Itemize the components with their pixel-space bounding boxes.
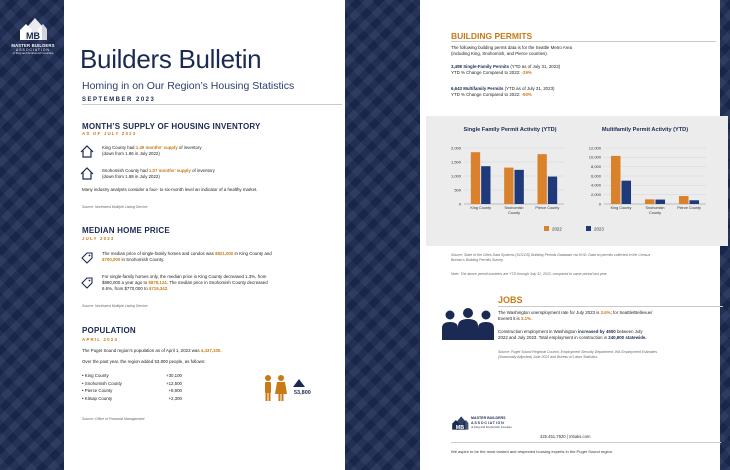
x-tick-label: Pierce County [535,206,560,210]
mbaks-logo [10,16,56,56]
page-subtitle: Homing in on Our Region’s Housing Statistics [82,80,295,92]
left-decorative-band [0,0,64,470]
x-tick-label: King County [610,206,632,210]
x-tick-label: King County [470,206,492,210]
svg-text:MB: MB [455,425,465,431]
y-tick-label: 2,000 [590,192,601,198]
bar-2022 [679,196,689,204]
legend-swatch-2023 [586,226,591,231]
bar-2023 [690,200,700,204]
y-tick-label: 6,000 [590,173,601,179]
bar-2022 [504,168,513,204]
chart-title-multifamily: Multifamily Permit Activity (YTD) [601,127,689,133]
chart-title-single-family: Single Family Permit Activity (YTD) [463,127,557,133]
median-source: Source: Northwest Multiple Listing Service [82,304,148,308]
jobs-seattle-rate: 3.1% [520,316,531,321]
issue-date: SEPTEMBER 2023 [82,97,156,103]
bar-2023 [548,177,557,204]
header-divider [82,104,342,105]
mba-houses-logo-icon [18,16,48,42]
y-tick-label: 2,000 [450,145,461,151]
y-tick-label: 10,000 [588,154,601,160]
logo-name-line3: of King and Snohomish Counties [12,51,54,55]
median-p1: The median price of single-family homes and condos was $821,000 in King County and $700,000 in Snohomish County. [102,251,272,262]
legend-swatch-2022 [544,226,549,231]
y-tick-label: 0 [458,201,461,207]
population-change-text: Over the past year, the region added 53,800 people, as follows: [82,359,206,364]
median-snohomish-value: $700,000 [102,257,121,262]
permits-sf-value: 3,498 Single-Family Permits [451,64,510,69]
workers-group-icon [440,306,496,342]
permits-note: Note: The above permit numbers are YTD through July 31, 2023, compared to same period last year. [451,272,608,276]
population-section-title: POPULATION [82,326,136,335]
supply-king-value: 1.49 months’ supply [135,145,178,150]
legend-label-2022: 2022 [552,226,562,232]
supply-section-title: MONTH’S SUPPLY OF HOUSING INVENTORY [82,122,261,131]
y-tick-label: 4,000 [590,182,601,188]
x-tick-label: County [507,211,521,215]
supply-note: Many industry analysts consider a four- to six-month level an indicator of a healthy market. [82,187,258,192]
median-p2: For single-family homes only, the median price in King County decreased 1.3%, from $890,000 a year ago to $878,124. The median price in Snohomish County decreased 6.6%, from $770,000 to $719,342. [102,274,268,291]
jobs-unemployment-text: The Washington unemployment rate for July 2023 is 3.6%; for Seattle/Bellevue/ Everett it is 3.1%. [498,310,653,321]
y-tick-label: 500 [454,187,461,193]
median-king-value: $821,000 [215,251,234,256]
bar-2023 [515,170,524,204]
svg-text:MB: MB [26,31,40,41]
bar-2022 [471,152,480,204]
list-item: • Kitsap County +2,300 [82,395,182,401]
permits-source: Source: State of the Cities Data Systems (SOCDS) Building Permits Database via HUD. Data on permits collected in the Census Bureau’s Building Permits Survey. [451,253,651,262]
jobs-increase-value: increased by 4500 [577,329,616,334]
supply-snohomish-text: Snohomish County had 1.07 months’ supply of inventory (down from 1.88 in July 2022) [102,168,215,179]
jobs-divider [498,306,723,307]
page-title: Builders Bulletin [80,44,262,74]
bar-2023 [622,181,632,204]
bar-2022 [538,154,547,204]
legend-label-2023: 2023 [594,226,604,232]
permits-divider [451,41,716,42]
footer-brand-line2: ASSOCIATION [471,420,505,425]
logo-name-line1: MASTER BUILDERS [11,43,55,48]
people-icon [260,373,290,403]
population-section-subtitle: APRIL 2023 [82,337,119,342]
logo-name-line2: ASSOCIATION [16,48,50,52]
permits-section-title: BUILDING PERMITS [451,31,533,41]
population-total-value: 4,437,100. [200,348,222,353]
center-decorative-band [345,0,420,470]
permits-mf-change: -50% [521,92,532,97]
price-tag-icon [80,251,94,265]
population-source: Source: Office of Financial Management [82,417,145,421]
left-page [64,0,345,470]
permits-single-family: 3,498 Single-Family Permits (YTD as of July 31, 2023) YTD % Change Compared to 2022: -29% [451,64,561,75]
permit-bar-charts [426,116,728,246]
footer-brand-line1: MASTER BUILDERS [471,416,506,420]
house-icon [80,167,94,180]
x-tick-label: Snohomish [504,206,524,210]
mba-houses-logo-icon [451,415,469,431]
y-tick-label: 1,500 [450,159,461,165]
median-sf-snohomish-value: $719,342 [148,286,168,291]
x-tick-label: Pierce County [677,206,701,210]
supply-king-text: King County had 1.49 months’ supply of inventory (down from 1.86 in July 2022) [102,145,202,156]
jobs-total-value: 240,900 statewide. [608,335,647,340]
population-total-text: The Puget Sound region’s population as of April 1, 2023 was 4,437,100. [82,348,222,353]
y-tick-label: 1,000 [450,173,461,179]
jobs-wa-rate: 3.6% [600,310,611,315]
y-tick-label: 0 [598,201,601,207]
supply-source: Source: Northwest Multiple Listing Service [82,205,148,209]
footer-contact: 425.451.7920 | mbaks.com [540,434,591,439]
list-item: • Pierce County +8,900 [82,388,182,393]
supply-snohomish-value: 1.07 months’ supply [148,168,191,173]
bar-2022 [611,156,621,204]
jobs-construction-text: Construction employment in Washington increased by 4500 between July 2022 and July 2023. Total employment in construction is 240,900 statewide. [498,329,647,340]
median-section-title: MEDIAN HOME PRICE [82,226,170,235]
bar-2023 [481,166,490,204]
footer-tagline: We aspire to be the most trusted and respected housing experts in the Puget Sound region. [451,449,614,454]
population-breakdown-list [82,372,182,402]
bar-2023 [656,200,666,204]
population-growth-badge: 53,800 [294,390,311,396]
footer-brand-line3: of King and Snohomish Counties [471,425,512,429]
permits-multifamily: 6,643 Multifamily Permits (YTD as of July 31, 2023) YTD % Change Compared to 2022: -50% [451,86,555,97]
permits-mf-value: 6,643 Multifamily Permits [451,86,504,91]
jobs-section-title: JOBS [498,295,523,305]
median-section-subtitle: JULY 2023 [82,236,115,241]
y-tick-label: 12,000 [588,145,601,151]
list-item: • King County +30,100 [82,373,182,378]
bar-2022 [645,199,655,204]
permits-sf-change: -29% [521,70,532,75]
list-item: • Snohomish County +12,500 [82,380,182,386]
price-tag-icon [80,276,94,290]
footer-divider [451,442,721,443]
x-tick-label: County [648,211,662,215]
median-sf-king-value: $878,124 [148,280,167,285]
permits-intro: The following building permit data is for the Seattle Metro Area (including King, Snohomish, and Pierce counties). [451,45,573,56]
house-icon [80,145,94,158]
y-tick-label: 8,000 [590,164,601,170]
x-tick-label: Snohomish [645,206,665,210]
supply-section-subtitle: AS OF JULY 2023 [82,131,137,136]
jobs-source: Source: Puget Sound Regional Council, Employment Security Department: WA Employment Estimates (Seasonally Adjusted) June 2023 and Bureau of Labor Statistics. [498,350,658,359]
